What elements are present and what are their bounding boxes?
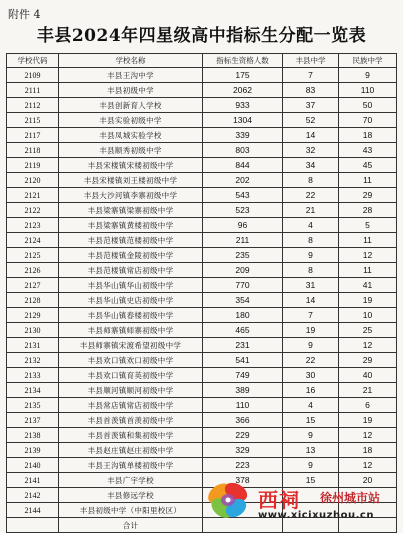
school-code-cell: 2132 — [7, 353, 59, 368]
fengxian-quota-cell: 7 — [283, 308, 339, 323]
school-name-cell: 丰县王沟镇单楼初级中学 — [59, 458, 203, 473]
school-code-cell: 2127 — [7, 278, 59, 293]
fengxian-quota-cell: 31 — [283, 278, 339, 293]
qualified-count-cell: 933 — [203, 98, 283, 113]
school-code-cell: 2117 — [7, 128, 59, 143]
attachment-label: 附件 4 — [8, 8, 41, 21]
school-code-cell: 2131 — [7, 338, 59, 353]
minzu-quota-cell: 10 — [339, 308, 397, 323]
minzu-quota-cell: 12 — [339, 248, 397, 263]
table-row — [7, 368, 397, 383]
table-row — [7, 143, 397, 158]
fengxian-quota-cell: 19 — [283, 323, 339, 338]
school-name-cell: 合计 — [59, 518, 203, 533]
minzu-quota-cell: 50 — [339, 98, 397, 113]
header-school-code: 学校代码 — [7, 54, 59, 68]
school-name-cell: 丰县顺秀初级中学 — [59, 143, 203, 158]
school-name-cell: 丰县梁寨镇黄楼初级中学 — [59, 218, 203, 233]
fengxian-quota-cell: 9 — [283, 458, 339, 473]
table-row — [7, 353, 397, 368]
fengxian-quota-cell: 52 — [283, 113, 339, 128]
fengxian-quota-cell: 4 — [283, 398, 339, 413]
fengxian-quota-cell: 7 — [283, 68, 339, 83]
header-qualified-count: 指标生资格人数 — [203, 54, 283, 68]
school-name-cell: 丰县梁寨镇梁寨初级中学 — [59, 203, 203, 218]
school-code-cell: 2124 — [7, 233, 59, 248]
fengxian-quota-cell: 22 — [283, 188, 339, 203]
minzu-quota-cell: 28 — [339, 203, 397, 218]
table-row — [7, 98, 397, 113]
table-row — [7, 218, 397, 233]
fengxian-quota-cell: 16 — [283, 383, 339, 398]
school-name-cell: 丰县范楼镇范楼初级中学 — [59, 233, 203, 248]
school-code-cell: 2118 — [7, 143, 59, 158]
table-row — [7, 113, 397, 128]
minzu-quota-cell: 29 — [339, 353, 397, 368]
school-code-cell: 2123 — [7, 218, 59, 233]
school-name-cell: 丰县师寨镇宋渡希望初级中学 — [59, 338, 203, 353]
school-name-cell: 丰县范楼镇金陵初级中学 — [59, 248, 203, 263]
table-row — [7, 263, 397, 278]
watermark-brand: 西祠 — [258, 488, 300, 512]
qualified-count-cell: 803 — [203, 143, 283, 158]
qualified-count-cell: 339 — [203, 128, 283, 143]
qualified-count-cell: 96 — [203, 218, 283, 233]
minzu-quota-cell: 11 — [339, 263, 397, 278]
school-code-cell: 2115 — [7, 113, 59, 128]
school-code-cell: 2112 — [7, 98, 59, 113]
watermark — [198, 474, 403, 530]
school-name-cell: 丰县凤城实验学校 — [59, 128, 203, 143]
table-row — [7, 458, 397, 473]
qualified-count-cell: 465 — [203, 323, 283, 338]
fengxian-quota-cell: 9 — [283, 248, 339, 263]
qualified-count-cell: 229 — [203, 428, 283, 443]
minzu-quota-cell: 25 — [339, 323, 397, 338]
qualified-count-cell: 378 — [203, 473, 283, 488]
school-name-cell: 丰县宋楼镇宋楼初级中学 — [59, 158, 203, 173]
school-code-cell: 2129 — [7, 308, 59, 323]
minzu-quota-cell: 70 — [339, 113, 397, 128]
fengxian-quota-cell: 4 — [283, 218, 339, 233]
qualified-count-cell: 180 — [203, 308, 283, 323]
school-code-cell: 2134 — [7, 383, 59, 398]
school-code-cell: 2135 — [7, 398, 59, 413]
school-name-cell: 丰县欢口镇育英初级中学 — [59, 368, 203, 383]
table-row — [7, 128, 397, 143]
minzu-quota-cell: 18 — [339, 443, 397, 458]
school-code-cell: 2120 — [7, 173, 59, 188]
school-name-cell: 丰县王沟中学 — [59, 68, 203, 83]
fengxian-quota-cell: 30 — [283, 368, 339, 383]
school-name-cell: 丰县华山镇春楼初级中学 — [59, 308, 203, 323]
minzu-quota-cell: 45 — [339, 158, 397, 173]
minzu-quota-cell: 11 — [339, 233, 397, 248]
table-row — [7, 83, 397, 98]
header-fengxian-high: 丰县中学 — [283, 54, 339, 68]
minzu-quota-cell: 20 — [339, 473, 397, 488]
table-row — [7, 278, 397, 293]
minzu-quota-cell: 19 — [339, 293, 397, 308]
qualified-count-cell: 844 — [203, 158, 283, 173]
fengxian-quota-cell: 34 — [283, 158, 339, 173]
school-name-cell: 丰县初级中学（中阳里校区） — [59, 503, 203, 518]
minzu-quota-cell: 9 — [339, 68, 397, 83]
school-code-cell: 2122 — [7, 203, 59, 218]
header-minzu-high: 民族中学 — [339, 54, 397, 68]
qualified-count-cell: 749 — [203, 368, 283, 383]
table-row — [7, 308, 397, 323]
qualified-count-cell: 231 — [203, 338, 283, 353]
school-name-cell: 丰县华山镇史店初级中学 — [59, 293, 203, 308]
school-name-cell: 丰县常店镇常店初级中学 — [59, 398, 203, 413]
fengxian-quota-cell: 14 — [283, 128, 339, 143]
qualified-count-cell: 110 — [203, 398, 283, 413]
table-row — [7, 68, 397, 83]
school-name-cell: 丰县修远学校 — [59, 488, 203, 503]
school-code-cell: 2111 — [7, 83, 59, 98]
fengxian-quota-cell: 9 — [283, 428, 339, 443]
school-name-cell: 丰县范楼镇常店初级中学 — [59, 263, 203, 278]
minzu-quota-cell: 41 — [339, 278, 397, 293]
table-header-row — [7, 54, 397, 68]
school-name-cell: 丰县宋楼镇刘王楼初级中学 — [59, 173, 203, 188]
minzu-quota-cell: 21 — [339, 383, 397, 398]
qualified-count-cell: 329 — [203, 443, 283, 458]
fengxian-quota-cell: 8 — [283, 233, 339, 248]
table-row — [7, 413, 397, 428]
qualified-count-cell: 770 — [203, 278, 283, 293]
fengxian-quota-cell: 8 — [283, 263, 339, 278]
table-row — [7, 338, 397, 353]
qualified-count-cell: 223 — [203, 458, 283, 473]
minzu-quota-cell: 12 — [339, 458, 397, 473]
school-name-cell: 丰县顺河镇顺河初级中学 — [59, 383, 203, 398]
quota-table — [6, 53, 397, 533]
school-name-cell: 丰县广宇学校 — [59, 473, 203, 488]
table-row — [7, 443, 397, 458]
watermark-url: www.xicixuzhou.cn — [258, 510, 374, 521]
qualified-count-cell: 211 — [203, 233, 283, 248]
school-code-cell: 2128 — [7, 293, 59, 308]
qualified-count-cell: 543 — [203, 188, 283, 203]
minzu-quota-cell: 12 — [339, 338, 397, 353]
fengxian-quota-cell: 14 — [283, 293, 339, 308]
table-body — [7, 68, 397, 533]
minzu-quota-cell: 12 — [339, 428, 397, 443]
fengxian-quota-cell: 8 — [283, 173, 339, 188]
qualified-count-cell: 209 — [203, 263, 283, 278]
school-code-cell: 2138 — [7, 428, 59, 443]
fengxian-quota-cell: 15 — [283, 473, 339, 488]
qualified-count-cell: 235 — [203, 248, 283, 263]
school-name-cell: 丰县赵庄镇赵庄初级中学 — [59, 443, 203, 458]
minzu-quota-cell: 29 — [339, 188, 397, 203]
qualified-count-cell: 366 — [203, 413, 283, 428]
school-code-cell: 2139 — [7, 443, 59, 458]
qualified-count-cell: 2062 — [203, 83, 283, 98]
qualified-count-cell: 1304 — [203, 113, 283, 128]
fengxian-quota-cell: 83 — [283, 83, 339, 98]
header-school-name: 学校名称 — [59, 54, 203, 68]
minzu-quota-cell: 43 — [339, 143, 397, 158]
watermark-city: 徐州城市站 — [320, 491, 381, 505]
school-name-cell: 丰县创新育人学校 — [59, 98, 203, 113]
school-code-cell: 2144 — [7, 503, 59, 518]
minzu-quota-cell: 19 — [339, 413, 397, 428]
school-code-cell: 2121 — [7, 188, 59, 203]
xici-logo-icon — [202, 474, 254, 526]
fengxian-quota-cell: 15 — [283, 413, 339, 428]
table-row — [7, 293, 397, 308]
fengxian-quota-cell: 22 — [283, 353, 339, 368]
fengxian-quota-cell: 37 — [283, 98, 339, 113]
school-name-cell: 丰县师寨镇师寨初级中学 — [59, 323, 203, 338]
fengxian-quota-cell: 32 — [283, 143, 339, 158]
table-row — [7, 323, 397, 338]
minzu-quota-cell: 40 — [339, 368, 397, 383]
minzu-quota-cell: 110 — [339, 83, 397, 98]
qualified-count-cell: 541 — [203, 353, 283, 368]
table-row — [7, 428, 397, 443]
fengxian-quota-cell: 13 — [283, 443, 339, 458]
qualified-count-cell: 389 — [203, 383, 283, 398]
minzu-quota-cell: 18 — [339, 128, 397, 143]
school-name-cell: 丰县首羡镇和集初级中学 — [59, 428, 203, 443]
school-code-cell: 2130 — [7, 323, 59, 338]
qualified-count-cell: 175 — [203, 68, 283, 83]
school-code-cell — [7, 518, 59, 533]
fengxian-quota-cell: 9 — [283, 338, 339, 353]
school-name-cell: 丰县大沙河镇李寨初级中学 — [59, 188, 203, 203]
qualified-count-cell: 523 — [203, 203, 283, 218]
school-name-cell: 丰县首羡镇首羡初级中学 — [59, 413, 203, 428]
school-name-cell: 丰县初级中学 — [59, 83, 203, 98]
page-title: 丰县2024年四星级高中指标生分配一览表 — [36, 26, 367, 46]
school-name-cell: 丰县欢口镇欢口初级中学 — [59, 353, 203, 368]
minzu-quota-cell: 6 — [339, 398, 397, 413]
school-code-cell: 2133 — [7, 368, 59, 383]
school-name-cell: 丰县实验初级中学 — [59, 113, 203, 128]
table-row — [7, 158, 397, 173]
fengxian-quota-cell: 21 — [283, 203, 339, 218]
school-code-cell: 2142 — [7, 488, 59, 503]
table-row — [7, 203, 397, 218]
minzu-quota-cell: 11 — [339, 173, 397, 188]
table-row — [7, 398, 397, 413]
school-code-cell: 2137 — [7, 413, 59, 428]
school-name-cell: 丰县华山镇华山初级中学 — [59, 278, 203, 293]
school-code-cell: 2141 — [7, 473, 59, 488]
table-row — [7, 173, 397, 188]
school-code-cell: 2109 — [7, 68, 59, 83]
school-code-cell: 2140 — [7, 458, 59, 473]
school-code-cell: 2125 — [7, 248, 59, 263]
qualified-count-cell: 202 — [203, 173, 283, 188]
school-code-cell: 2126 — [7, 263, 59, 278]
minzu-quota-cell: 5 — [339, 218, 397, 233]
school-code-cell: 2119 — [7, 158, 59, 173]
table-row — [7, 188, 397, 203]
table-row — [7, 248, 397, 263]
table-row — [7, 383, 397, 398]
qualified-count-cell: 354 — [203, 293, 283, 308]
table-row — [7, 233, 397, 248]
